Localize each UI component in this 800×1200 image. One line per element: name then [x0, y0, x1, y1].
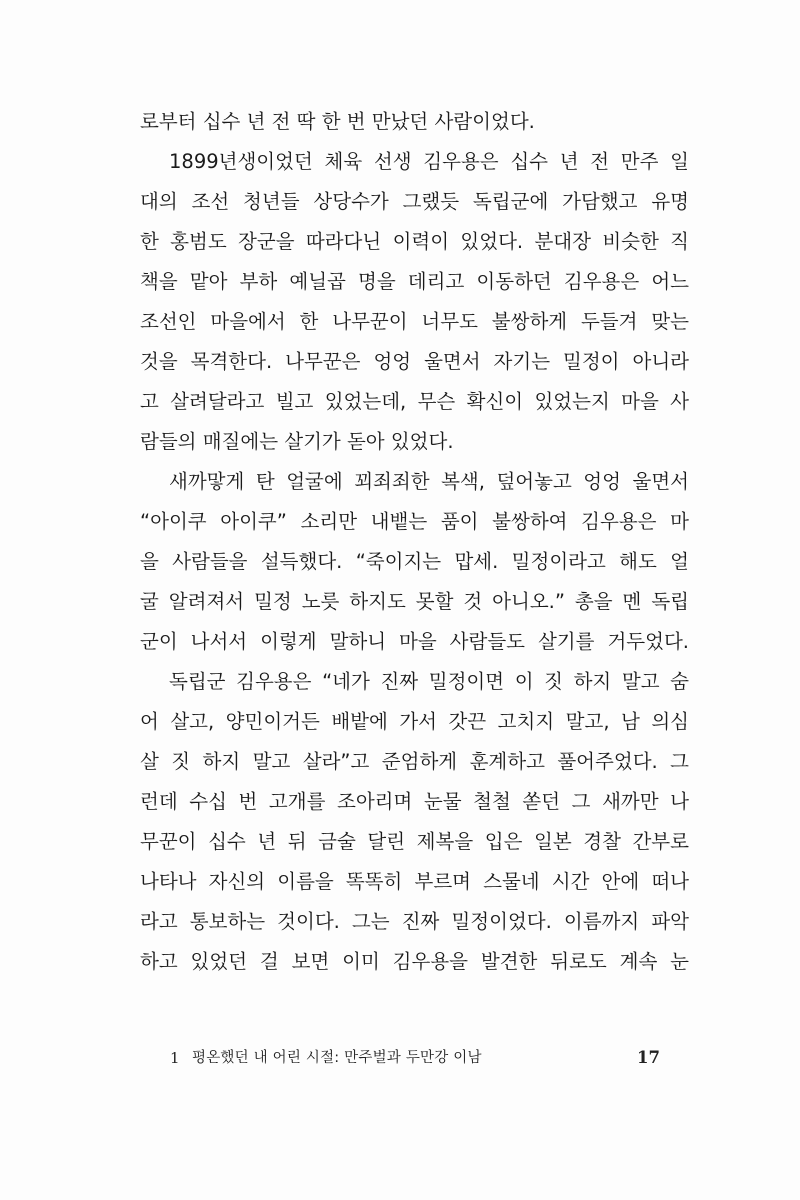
text-line: 로부터 십수 년 전 딱 한 번 만났던 사람이었다.	[140, 110, 535, 133]
text-line: 살 짓 하지 말고 살라”고 준엄하게 훈계하고 풀어주었다. 그	[140, 750, 689, 773]
text-line: 조선인 마을에서 한 나무꾼이 너무도 불쌍하게 두들겨 맞는	[140, 310, 689, 333]
text-line: 라고 통보하는 것이다. 그는 진짜 밀정이었다. 이름까지 파악	[140, 910, 689, 933]
text-line: 새까맣게 탄 얼굴에 꾀죄죄한 복색, 덮어놓고 엉엉 울면서	[169, 470, 689, 493]
text-line: 독립군 김우용은 “네가 진짜 밀정이면 이 짓 하지 말고 숨	[169, 670, 689, 693]
chapter-number: 1	[170, 1049, 180, 1067]
text-line: 런데 수십 번 고개를 조아리며 눈물 철철 쏟던 그 새까만 나	[140, 790, 689, 813]
text-line: “아이쿠 아이쿠” 소리만 내뱉는 품이 불쌍하여 김우용은 마	[140, 510, 689, 533]
text-line: 것을 목격한다. 나무꾼은 엉엉 울면서 자기는 밀정이 아니라	[140, 350, 689, 373]
text-line: 대의 조선 청년들 상당수가 그랬듯 독립군에 가담했고 유명	[140, 190, 689, 213]
text-line: 무꾼이 십수 년 뒤 금술 달린 제복을 입은 일본 경찰 간부로	[140, 830, 689, 853]
text-line: 책을 맡아 부하 예닐곱 명을 데리고 이동하던 김우용은 어느	[140, 270, 689, 293]
body-text	[140, 102, 689, 982]
text-line: 군이 나서서 이렇게 말하니 마을 사람들도 살기를 거두었다.	[140, 630, 689, 653]
running-header-chapter-title: 평온했던 내 어린 시절: 만주벌과 두만강 이남	[192, 1050, 482, 1066]
page-footer	[170, 1044, 660, 1072]
text-line: 고 살려달라고 빌고 있었는데, 무슨 확신이 있었는지 마을 사	[140, 390, 689, 413]
page-number: 17	[637, 1048, 660, 1067]
text-line: 굴 알려져서 밀정 노릇 하지도 못할 것 아니오.” 총을 멘 독립	[140, 590, 689, 613]
text-line: 하고 있었던 걸 보면 이미 김우용을 발견한 뒤로도 계속 눈	[140, 950, 689, 973]
text-line: 1899년생이었던 체육 선생 김우용은 십수 년 전 만주 일	[169, 150, 689, 173]
text-line: 어 살고, 양민이거든 배밭에 가서 갓끈 고치지 말고, 남 의심	[140, 710, 689, 733]
text-line: 을 사람들을 설득했다. “죽이지는 맙세. 밀정이라고 해도 얼	[140, 550, 689, 573]
text-line: 한 홍범도 장군을 따라다닌 이력이 있었다. 분대장 비슷한 직	[140, 230, 689, 253]
text-line: 나타나 자신의 이름을 똑똑히 부르며 스물네 시간 안에 떠나	[140, 870, 689, 893]
text-line: 람들의 매질에는 살기가 돋아 있었다.	[140, 430, 454, 453]
